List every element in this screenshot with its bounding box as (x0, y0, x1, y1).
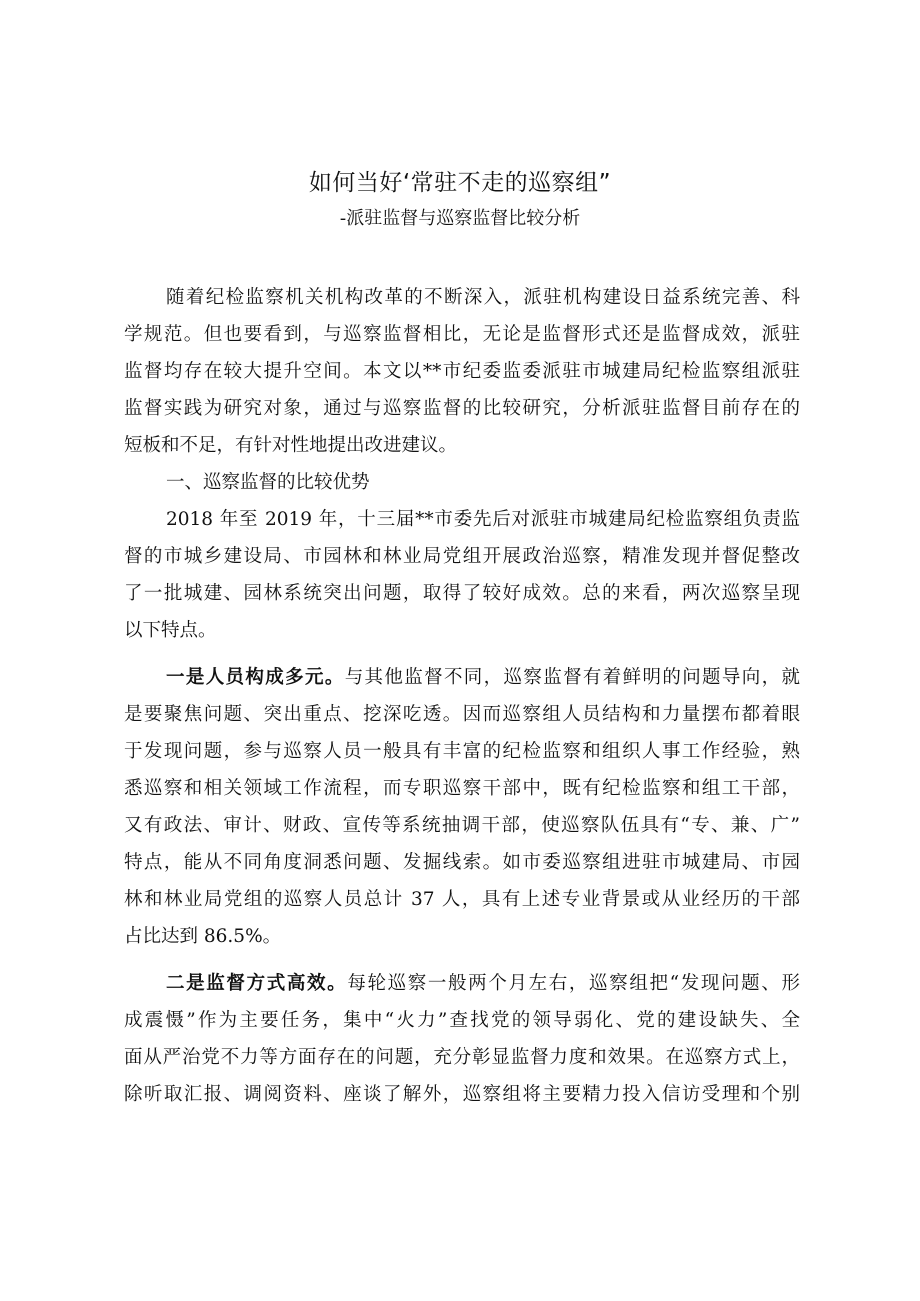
point-text: 每轮巡察一般两个月左右，巡察组把“发现问题、形 (347, 973, 800, 994)
paragraph-line: 特点，能从不同角度洞悉问题、发掘线索。如市委巡察组进驻市城建局、市园 (124, 852, 800, 873)
paragraph-line (124, 659, 800, 696)
paragraph-line: 面从严治党不力等方面存在的问题，充分彰显监督力度和效果。在巡察方式上， (124, 1047, 800, 1068)
point-lead: 一是人员构成多元。 (166, 667, 345, 688)
section-heading: 一、巡察监督的比较优势 (166, 472, 370, 493)
paragraph-line: 随着纪检监察机关机构改革的不断深入，派驻机构建设日益系统完善、科 (166, 287, 800, 308)
point-text: 与其他监督不同，巡察监督有着鲜明的问题导向，就 (344, 667, 800, 688)
paragraph-line: 成震慑”作为主要任务，集中“火力”查找党的领导弱化、党的建设缺失、全 (124, 1010, 800, 1031)
paragraph-line: 短板和不足，有针对性地提出改进建议。 (124, 435, 458, 456)
paragraph-line: 悉巡察和相关领域工作流程，而专职巡察干部中，既有纪检监察和组工干部， (124, 778, 800, 799)
document-title: 如何当好‘常驻不走的巡察组” (308, 170, 612, 196)
paragraph-line: 又有政法、审计、财政、宣传等系统抽调干部，使巡察队伍具有“专、兼、广” (124, 815, 800, 836)
paragraph-line: 督的市城乡建设局、市园林和林业局党组开展政治巡察，精准发现并督促整改 (124, 546, 800, 567)
paragraph-line (124, 965, 800, 1002)
paragraph-line: 除听取汇报、调阅资料、座谈了解外，巡察组将主要精力投入信访受理和个别 (124, 1084, 800, 1105)
paragraph-line: 以下特点。 (124, 620, 217, 641)
point-lead: 二是监督方式高效。 (166, 973, 348, 994)
paragraph-line: 2018 年至 2019 年，十三届**市委先后对派驻市城建局纪检监察组负责监 (166, 509, 800, 530)
paragraph-line: 监督均存在较大提升空间。本文以**市纪委监委派驻市城建局纪检监察组派驻 (124, 361, 800, 382)
paragraph-line: 于发现问题，参与巡察人员一般具有丰富的纪检监察和组织人事工作经验，熟 (124, 741, 800, 762)
paragraph-line: 了一批城建、园林系统突出问题，取得了较好成效。总的来看，两次巡察呈现 (124, 583, 800, 604)
paragraph-line: 学规范。但也要看到，与巡察监督相比，无论是监督形式还是监督成效，派驻 (124, 324, 800, 345)
document-subtitle: -派驻监督与巡察监督比较分析 (339, 208, 581, 229)
paragraph-line: 是要聚焦问题、突出重点、挖深吃透。因而巡察组人员结构和力量摆布都着眼 (124, 704, 800, 725)
paragraph-line: 占比达到 86.5%。 (124, 926, 282, 947)
paragraph-line: 监督实践为研究对象，通过与巡察监督的比较研究，分析派驻监督目前存在的 (124, 398, 800, 419)
paragraph-line: 林和林业局党组的巡察人员总计 37 人，具有上述专业背景或从业经历的干部 (124, 889, 800, 910)
document-body (124, 279, 800, 1113)
